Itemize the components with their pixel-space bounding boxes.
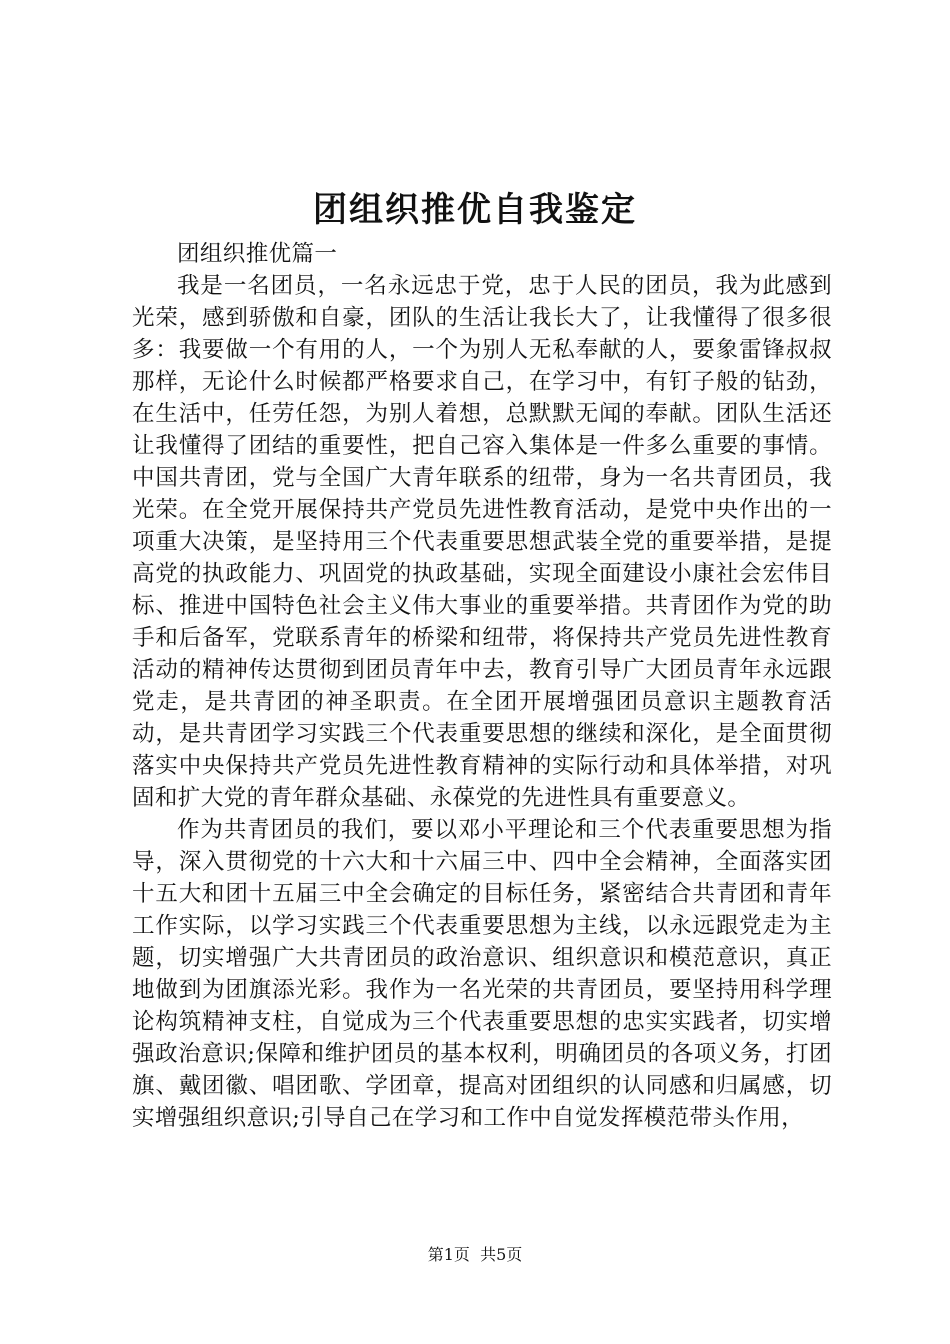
page-number-current: 第1页 bbox=[427, 1245, 470, 1264]
paragraph-1: 我是一名团员，一名永远忠于党，忠于人民的团员，我为此感到光荣，感到骄傲和自豪，团队的生活让我长大了，让我懂得了很多很多：我要做一个有用的人，一个为别人无私奉献的人，要象雷锋叔叔那样，无论什么时候都严格要求自己，在学习中，有钉子般的钻劲，在生活中，任劳任怨，为别人着想，总默默无闻的奉献。团队生活还让我懂得了团结的重要性，把自己容入集体是一件多么重要的事情。中国共青团，党与全国广大青年联系的纽带，身为一名共青团员，我光荣。在全党开展保持共产党员先进性教育活动，是党中央作出的一项重大决策，是坚持用三个代表重要思想武装全党的重要举措，是提高党的执政能力、巩固党的执政基础，实现全面建设小康社会宏伟目标、推进中国特色社会主义伟大事业的重要举措。共青团作为党的助手和后备军，党联系青年的桥梁和纽带，将保持共产党员先进性教育活动的精神传达贯彻到团员青年中去，教育引导广大团员青年永远跟党走，是共青团的神圣职责。在全团开展增强团员意识主题教育活动，是共青团学习实践三个代表重要思想的继续和深化，是全面贯彻落实中央保持共产党员先进性教育精神的实际行动和具体举措，对巩固和扩大党的青年群众基础、永葆党的先进性具有重要意义。 bbox=[132, 273, 832, 811]
document-title: 团组织推优自我鉴定 bbox=[313, 190, 637, 230]
page-footer bbox=[0, 1243, 950, 1267]
paragraph-2: 作为共青团员的我们，要以邓小平理论和三个代表重要思想为指导，深入贯彻党的十六大和十六届三中、四中全会精神，全面落实团十五大和团十五届三中全会确定的目标任务，紧密结合共青团和青年工作实际，以学习实践三个代表重要思想为主线，以永远跟党走为主题，切实增强广大共青团员的政治意识、组织意识和模范意识，真正地做到为团旗添光彩。我作为一名光荣的共青团员，要坚持用科学理论构筑精神支柱，自觉成为三个代表重要思想的忠实实践者，切实增强政治意识;保障和维护团员的基本权利，明确团员的各项义务，打团旗、戴团徽、唱团歌、学团章，提高对团组织的认同感和归属感，切实增强组织意识;引导自己在学习和工作中自觉发挥模范带头作用， bbox=[132, 817, 832, 1131]
section-heading: 团组织推优篇一 bbox=[177, 241, 338, 267]
footer-separator bbox=[470, 1245, 480, 1264]
document-body bbox=[132, 238, 832, 1134]
page-number-total: 共5页 bbox=[480, 1245, 523, 1264]
